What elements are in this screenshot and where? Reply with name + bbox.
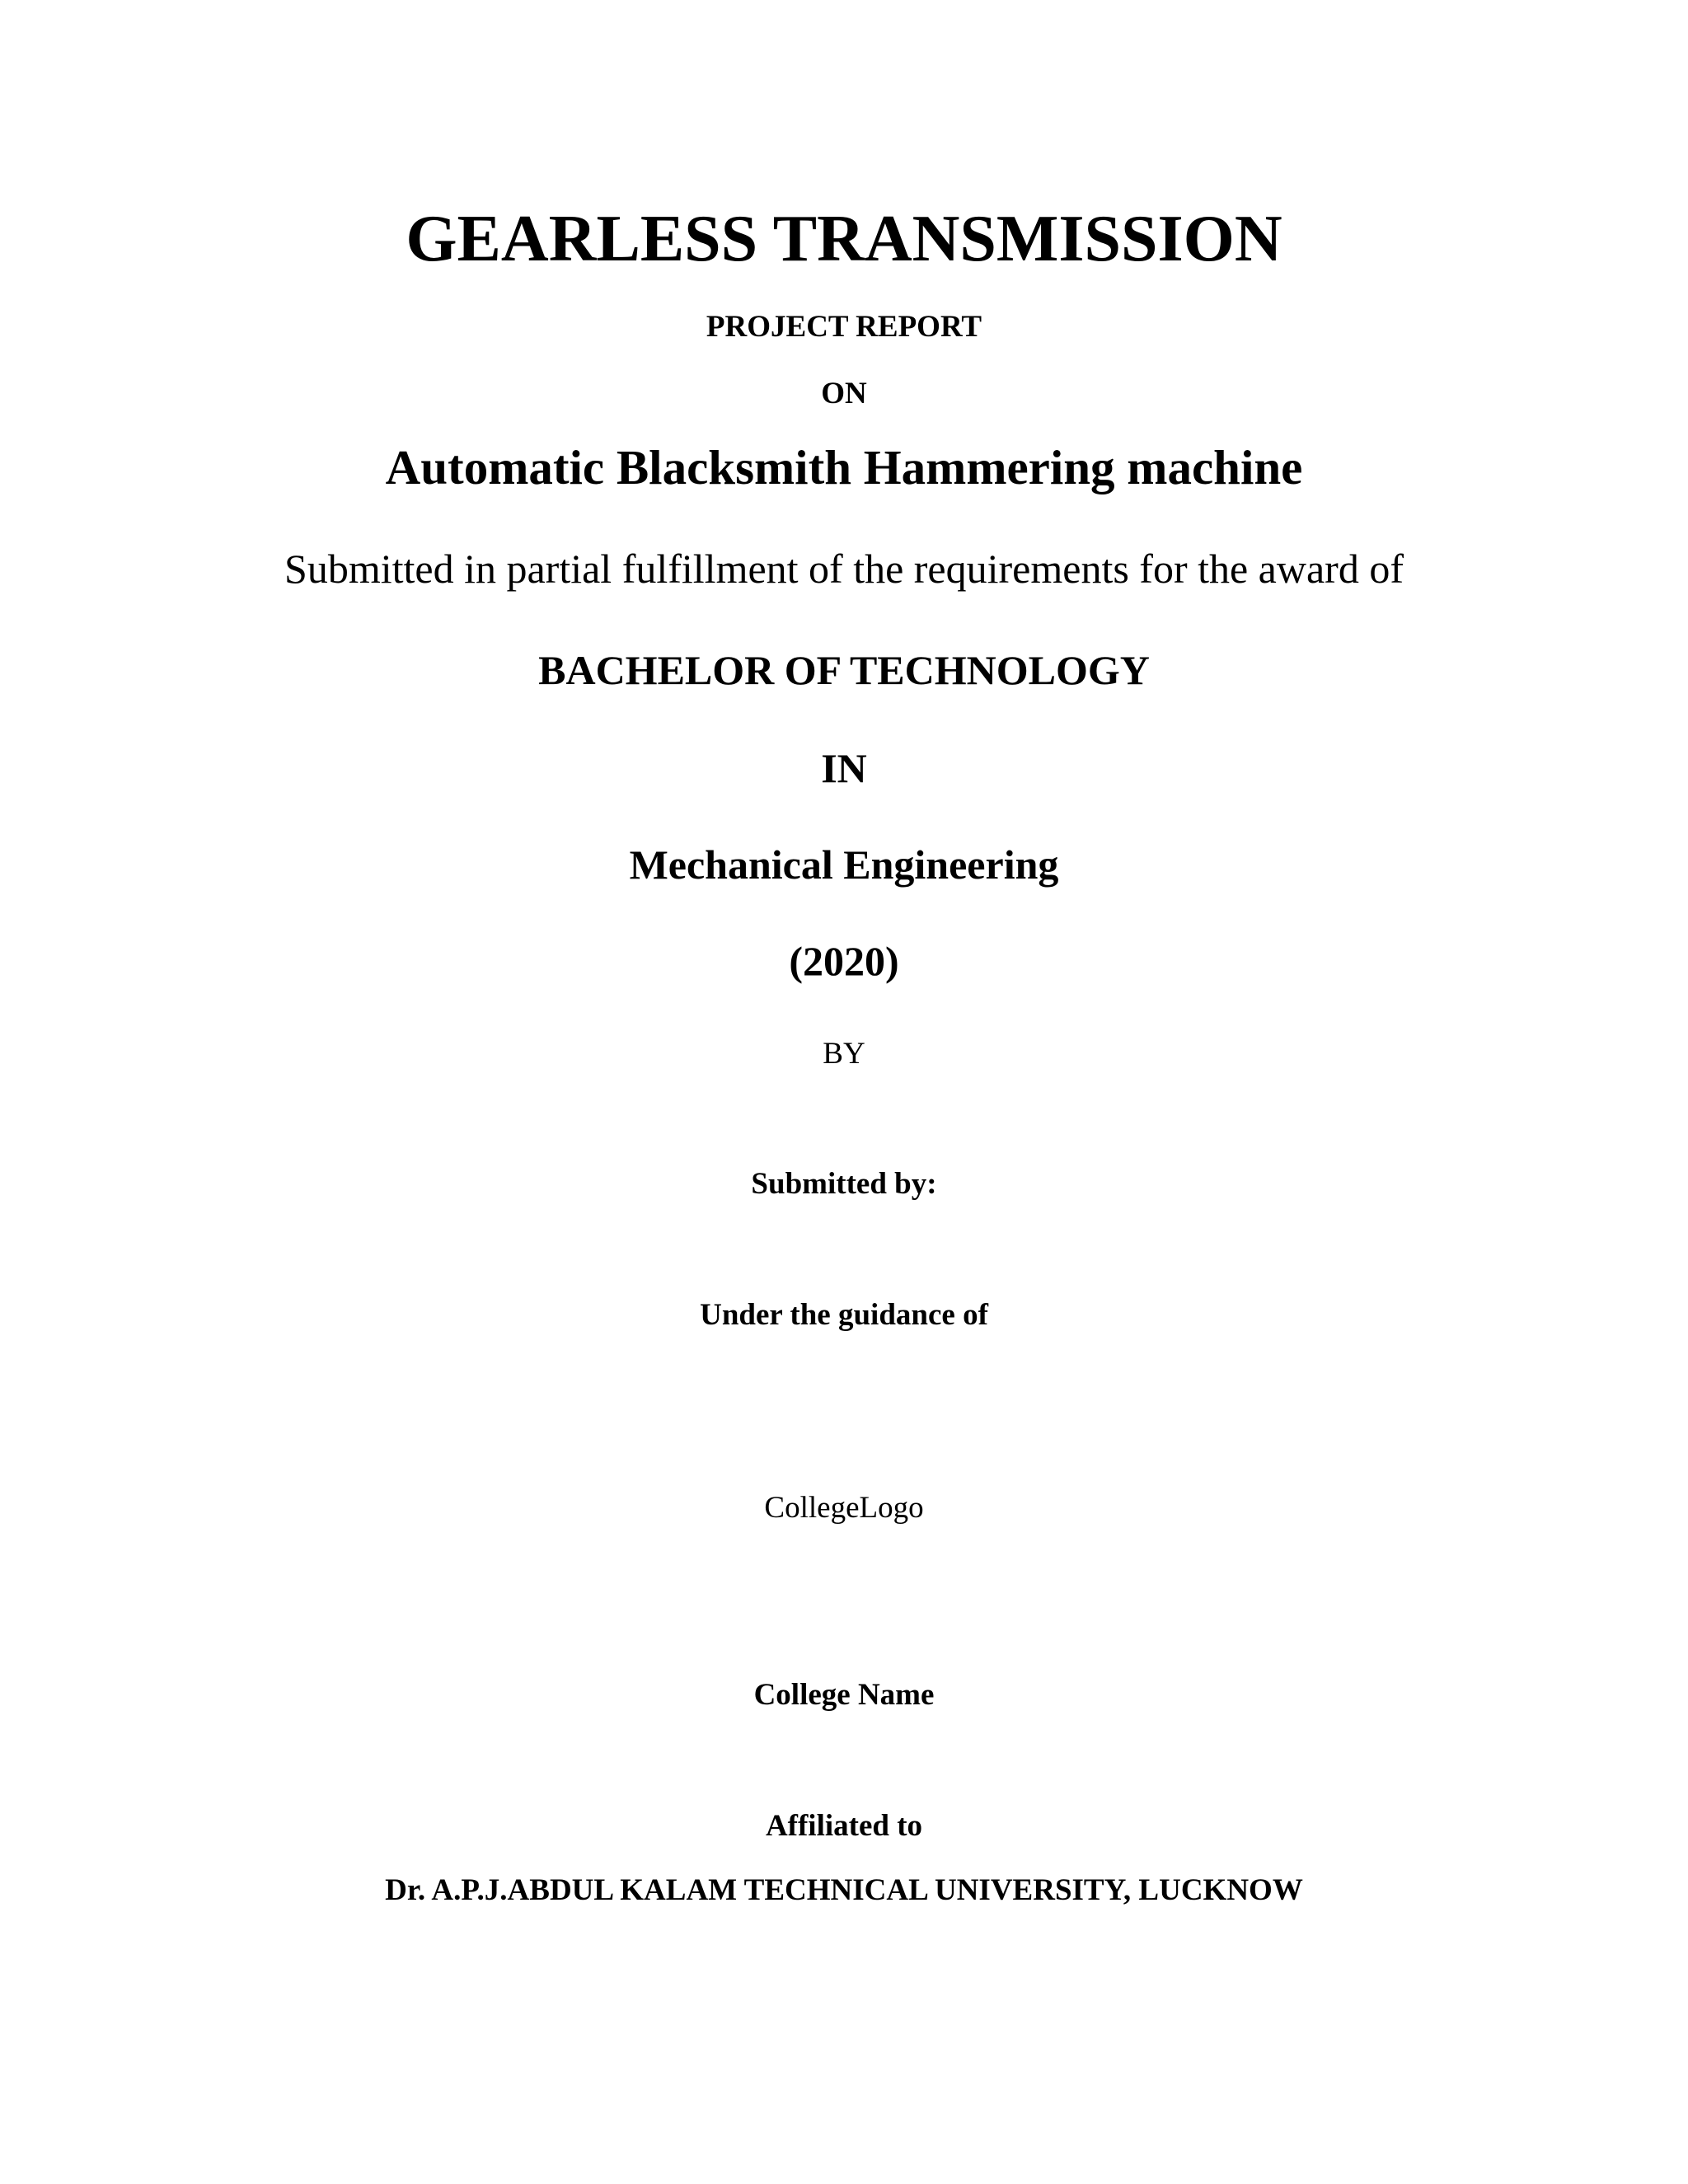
report-label: PROJECT REPORT — [706, 310, 982, 344]
in-label: IN — [821, 745, 867, 791]
university-name: Dr. A.P.J.ABDUL KALAM TECHNICAL UNIVERSITY, LUCKNOW — [385, 1873, 1303, 1907]
submission-statement: Submitted in partial fulfillment of the requirements for the award of — [284, 546, 1404, 592]
affiliated-label: Affiliated to — [765, 1809, 923, 1843]
page-title: GEARLESS TRANSMISSION — [406, 203, 1282, 275]
project-name: Automatic Blacksmith Hammering machine — [385, 440, 1303, 494]
college-logo-placeholder: CollegeLogo — [764, 1491, 924, 1525]
guidance-label: Under the guidance of — [700, 1298, 988, 1332]
college-name: College Name — [753, 1678, 935, 1712]
branch-name: Mechanical Engineering — [629, 841, 1059, 888]
by-label: BY — [823, 1037, 865, 1071]
year: (2020) — [789, 938, 899, 984]
on-label: ON — [821, 377, 867, 410]
submitted-by-label: Submitted by: — [751, 1167, 937, 1201]
degree-name: BACHELOR OF TECHNOLOGY — [538, 647, 1150, 693]
